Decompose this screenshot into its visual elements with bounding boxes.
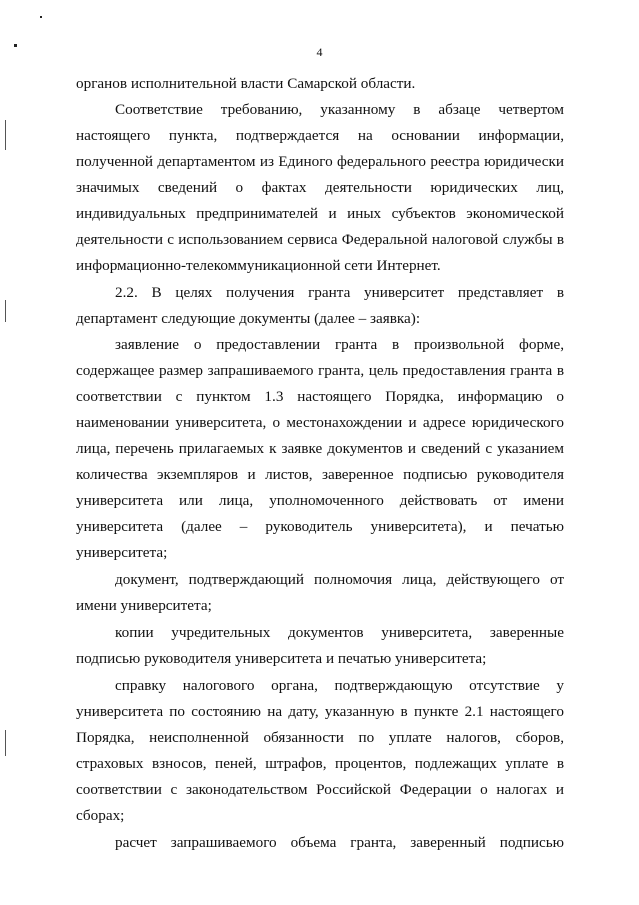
text-line: университета (далее – руководитель университета), и печатью [76, 518, 564, 535]
scan-edge-mark [5, 300, 6, 322]
page-number: 4 [316, 45, 323, 59]
text-line: индивидуальных предпринимателей и иных субъектов экономической [76, 205, 564, 222]
text-line: имени университета; [76, 597, 212, 614]
text-line: расчет запрашиваемого объема гранта, заверенный подписью [115, 834, 564, 851]
scan-edge-mark [5, 120, 6, 150]
text-line: университета по состоянию на дату, указанную в пункте 2.1 настоящего [76, 703, 564, 720]
text-line: сборах; [76, 807, 125, 824]
text-line: страховых взносов, пеней, штрафов, процентов, подлежащих уплате в [76, 755, 564, 772]
text-line: наименовании университета, о местонахождении и адресе юридического [76, 414, 564, 431]
text-line: органов исполнительной власти Самарской области. [76, 75, 416, 92]
text-line: справку налогового органа, подтверждающую отсутствие у [115, 677, 564, 694]
text-line: заявление о предоставлении гранта в произвольной форме, [115, 336, 564, 353]
text-line: департамент следующие документы (далее – заявка): [76, 310, 421, 327]
text-line: университета или лица, уполномоченного действовать от имени [76, 492, 564, 509]
text-line: подписью руководителя университета и печатью университета; [76, 650, 487, 667]
text-line: количества экземпляров и листов, заверенное подписью руководителя [76, 466, 564, 483]
text-line: содержащее размер запрашиваемого гранта, цель предоставления гранта в [76, 362, 564, 379]
text-line: Соответствие требованию, указанному в абзаце четвертом [115, 101, 564, 118]
text-line: документ, подтверждающий полномочия лица, действующего от [115, 571, 564, 588]
text-line: значимых сведений о фактах деятельности юридических лиц, [76, 179, 564, 196]
text-line: лица, перечень прилагаемых к заявке документов и сведений с указанием [76, 440, 564, 457]
text-line: полученной департаментом из Единого федерального реестра юридически [76, 153, 564, 170]
text-line: копии учредительных документов университета, заверенные [115, 624, 564, 641]
text-line: соответствии с законодательством Российской Федерации о налогах и [76, 781, 564, 798]
text-line: информационно-телекоммуникационной сети Интернет. [76, 257, 441, 274]
text-line: Порядка, неисполненной обязанности по уплате налогов, сборов, [76, 729, 564, 746]
text-line: соответствии с пунктом 1.3 настоящего Порядка, информацию о [76, 388, 564, 405]
text-line: 2.2. В целях получения гранта университет представляет в [115, 284, 564, 301]
scan-edge-mark [5, 730, 6, 756]
text-line: настоящего пункта, подтверждается на основании информации, [76, 127, 564, 144]
text-line: университета; [76, 544, 168, 561]
text-line: деятельности с использованием сервиса Федеральной налоговой службы в [76, 231, 564, 248]
scan-speck [40, 16, 42, 18]
